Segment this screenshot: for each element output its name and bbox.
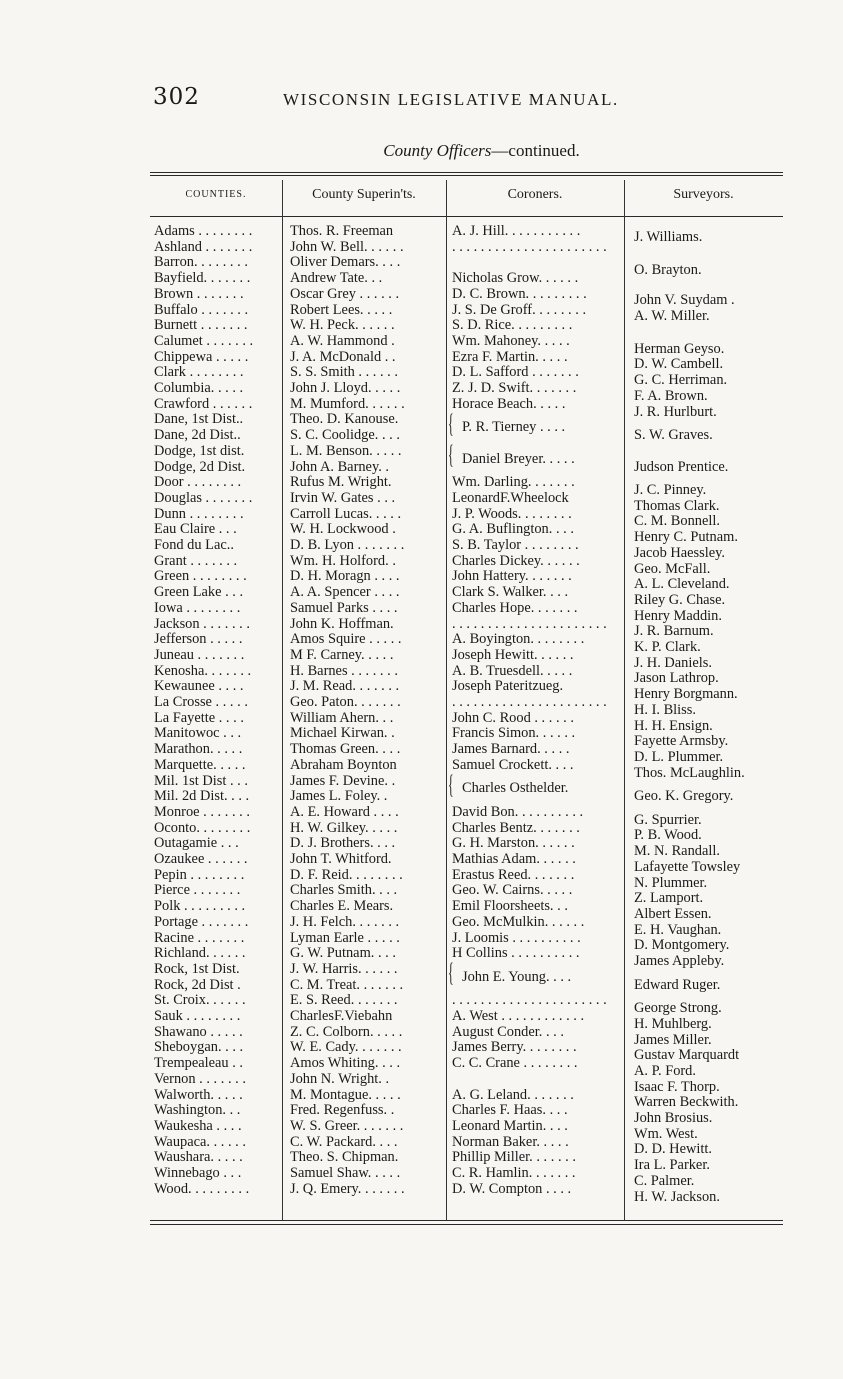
surveyor-name: J. R. Hurlburt. bbox=[634, 404, 717, 420]
superintendent-name: D. B. Lyon . . . . . . . bbox=[290, 538, 405, 553]
top-rule-2 bbox=[150, 175, 783, 176]
header-counties: COUNTIES. bbox=[185, 189, 247, 200]
subtitle-italic: County Officers bbox=[383, 141, 492, 160]
surveyor-name: Wm. West. bbox=[634, 1126, 698, 1142]
surveyor-name: Henry C. Putnam. bbox=[634, 530, 738, 546]
surveyor-name: Thomas Clark. bbox=[634, 498, 720, 514]
county-name: Jackson . . . . . . . bbox=[154, 616, 250, 632]
superintendent-name: J. M. Read. . . . . . . bbox=[290, 679, 400, 695]
superintendent-name: M. Mumford. . . . . . bbox=[290, 396, 405, 412]
superintendent-name: A. W. Hammond . bbox=[290, 333, 395, 349]
superintendent-name: S. C. Coolidge. . . . bbox=[290, 428, 400, 444]
surveyor-name: D. W. Cambell. bbox=[634, 357, 724, 373]
surveyor-name: C. Palmer. bbox=[634, 1173, 695, 1189]
superintendent-name: Thomas Green. . . . bbox=[290, 742, 401, 758]
superintendent-name: Lyman Earle . . . . . bbox=[290, 930, 400, 946]
superintendent-name: James F. Devine. . bbox=[290, 773, 396, 789]
header-coroners: Coroners. bbox=[507, 187, 563, 202]
county-name: Waukesha . . . . bbox=[154, 1118, 242, 1134]
coroner-name: . . . . . . . . . . . . . . . . . . . . . . bbox=[452, 695, 607, 710]
superintendent-name: Oscar Grey . . . . . . bbox=[290, 286, 400, 302]
county-name: Vernon . . . . . . . bbox=[154, 1071, 246, 1087]
superintendent-name: L. M. Benson. . . . . bbox=[290, 443, 402, 459]
superintendent-name: Andrew Tate. . . bbox=[290, 271, 383, 287]
superintendent-name: H. Barnes . . . . . . . bbox=[290, 663, 398, 679]
superintendent-name: G. W. Putnam. . . . bbox=[290, 946, 396, 962]
coroner-name: Leonard Martin. . . . bbox=[452, 1118, 568, 1134]
coroner-name: Charles Hope. . . . . . . bbox=[452, 600, 578, 616]
coroner-name: A. B. Truesdell. . . . . bbox=[452, 663, 573, 679]
surveyor-name: E. H. Vaughan. bbox=[634, 922, 722, 938]
county-name: Marathon. . . . . bbox=[154, 742, 243, 758]
county-name: Outagamie . . . bbox=[154, 836, 239, 852]
surveyor-name: Warren Beckwith. bbox=[634, 1095, 739, 1111]
coroner-name: S. D. Rice. . . . . . . . . bbox=[452, 318, 573, 334]
bottom-rule-2 bbox=[150, 1224, 783, 1225]
surveyor-name: K. P. Clark. bbox=[634, 640, 701, 656]
header-rule bbox=[150, 216, 783, 217]
surveyor-name: M. N. Randall. bbox=[634, 844, 720, 860]
superintendent-name: W. H. Lockwood . bbox=[290, 522, 396, 538]
county-name: Grant . . . . . . . bbox=[154, 553, 238, 569]
superintendent-name: H. W. Gilkey. . . . . bbox=[290, 820, 398, 836]
column-divider-3 bbox=[624, 180, 625, 1220]
superintendent-name: John K. Hoffman. bbox=[290, 616, 394, 632]
superintendent-name: Robert Lees. . . . . bbox=[290, 302, 393, 318]
surveyor-name: N. Plummer. bbox=[634, 875, 708, 891]
surveyor-name: Lafayette Towsley bbox=[634, 859, 741, 875]
surveyor-name: Thos. McLaughlin. bbox=[634, 765, 745, 781]
county-name: St. Croix. . . . . . bbox=[154, 993, 246, 1009]
surveyor-name: J. Williams. bbox=[634, 230, 703, 246]
surveyor-name: James Miller. bbox=[634, 1032, 712, 1048]
coroner-name: Charles Osthelder. bbox=[462, 781, 569, 797]
surveyor-name: A. L. Cleveland. bbox=[634, 577, 730, 593]
superintendent-name: John W. Bell. . . . . . bbox=[290, 239, 404, 255]
county-name: Pierce . . . . . . . bbox=[154, 883, 241, 899]
surveyor-name: Henry Maddin. bbox=[634, 608, 722, 624]
grouping-brace: { bbox=[448, 958, 454, 988]
coroner-name: . . . . . . . . . . . . . . . . . . . . . . bbox=[452, 993, 607, 1009]
surveyor-name: Fayette Armsby. bbox=[634, 734, 729, 750]
superintendent-name: Theo. S. Chipman. bbox=[290, 1150, 399, 1166]
surveyor-name: D. D. Hewitt. bbox=[634, 1142, 712, 1158]
coroner-name: A. G. Leland. . . . . . . bbox=[452, 1087, 574, 1103]
coroner-name: James Berry. . . . . . . . bbox=[452, 1040, 577, 1056]
coroner-name: Z. J. D. Swift. . . . . . . bbox=[452, 381, 577, 396]
county-name: Ashland . . . . . . . bbox=[154, 239, 253, 255]
coroner-name: John C. Rood . . . . . . bbox=[452, 710, 574, 726]
county-name: La Fayette . . . . bbox=[154, 710, 244, 726]
surveyor-name: G. Spurrier. bbox=[634, 812, 702, 828]
county-name: Door . . . . . . . . bbox=[154, 475, 242, 491]
coroner-name: David Bon. . . . . . . . . . bbox=[452, 804, 584, 820]
coroner-name: John Hattery. . . . . . . bbox=[452, 569, 572, 585]
county-name: Marquette. . . . . bbox=[154, 757, 246, 773]
superintendent-name: William Ahern. . . bbox=[290, 710, 394, 726]
superintendent-name: J. Q. Emery. . . . . . . bbox=[290, 1181, 405, 1197]
coroner-name: D. L. Safford . . . . . . . bbox=[452, 365, 579, 381]
superintendent-name: A. A. Spencer . . . . bbox=[290, 585, 400, 601]
surveyor-name: J. R. Barnum. bbox=[634, 624, 714, 640]
superintendent-name: John A. Barney. . bbox=[290, 459, 389, 475]
county-name: Shawano . . . . . bbox=[154, 1024, 243, 1040]
surveyor-name: James Appleby. bbox=[634, 954, 725, 970]
surveyor-name: Riley G. Chase. bbox=[634, 592, 726, 608]
surveyor-name: D. Montgomery. bbox=[634, 938, 730, 954]
coroner-name: . . . . . . . . . . . . . . . . . . . . . . bbox=[452, 616, 607, 632]
surveyor-name: A. P. Ford. bbox=[634, 1063, 696, 1079]
surveyor-name: Henry Borgmann. bbox=[634, 687, 738, 703]
county-name: Douglas . . . . . . . bbox=[154, 490, 253, 506]
county-name: Polk . . . . . . . . . bbox=[154, 899, 246, 915]
surveyor-name: Isaac F. Thorp. bbox=[634, 1079, 720, 1095]
county-name: Juneau . . . . . . . bbox=[154, 647, 245, 663]
superintendent-name: Samuel Parks . . . . bbox=[290, 600, 398, 616]
surveyor-name: A. W. Miller. bbox=[634, 308, 710, 324]
grouping-brace: { bbox=[448, 408, 454, 438]
county-name: Jefferson . . . . . bbox=[154, 632, 243, 648]
county-name: Sauk . . . . . . . . bbox=[154, 1009, 241, 1024]
coroner-name: C. C. Crane . . . . . . . . bbox=[452, 1056, 578, 1072]
coroner-name: . . . . . . . . . . . . . . . . . . . . . . bbox=[452, 239, 607, 255]
coroner-name: A. J. Hill. . . . . . . . . . . bbox=[452, 224, 581, 239]
superintendent-name: Fred. Regenfuss. . bbox=[290, 1103, 395, 1119]
coroner-name: Emil Floorsheets. . . bbox=[452, 899, 568, 915]
coroner-name: Wm. Mahoney. . . . . bbox=[452, 333, 570, 349]
coroner-name: August Conder. . . . bbox=[452, 1024, 564, 1040]
coroner-name: John E. Young. . . . bbox=[462, 969, 572, 985]
coroner-name: Joseph Pateritzueg. bbox=[452, 679, 564, 695]
superintendent-name: Abraham Boynton bbox=[290, 757, 397, 773]
superintendent-name: W. E. Cady. . . . . . . bbox=[290, 1040, 402, 1056]
superintendent-name: Geo. Paton. . . . . . . bbox=[290, 695, 401, 710]
coroner-name: D. C. Brown. . . . . . . . . bbox=[452, 286, 587, 302]
county-name: Mil. 1st Dist . . . bbox=[154, 773, 248, 789]
coroner-name: Nicholas Grow. . . . . . bbox=[452, 271, 579, 287]
county-name: Eau Claire . . . bbox=[154, 522, 237, 538]
county-name: Adams . . . . . . . . bbox=[154, 224, 253, 239]
surveyor-name: J. C. Pinney. bbox=[634, 483, 707, 499]
county-name: Washington. . . bbox=[154, 1103, 241, 1119]
superintendent-name: John J. Lloyd. . . . . bbox=[290, 381, 401, 396]
surveyor-name: C. M. Bonnell. bbox=[634, 514, 720, 530]
county-name: Winnebago . . . bbox=[154, 1166, 242, 1181]
superintendent-name: W. S. Greer. . . . . . . bbox=[290, 1118, 404, 1134]
county-name: Calumet . . . . . . . bbox=[154, 333, 254, 349]
county-name: Buffalo . . . . . . . bbox=[154, 302, 249, 318]
superintendent-name: J. H. Felch. . . . . . . bbox=[290, 914, 400, 930]
superintendent-name: John T. Whitford. bbox=[290, 852, 392, 867]
surveyor-name: D. L. Plummer. bbox=[634, 749, 724, 765]
coroner-name: Charles Bentz. . . . . . . bbox=[452, 820, 580, 836]
surveyor-name: Albert Essen. bbox=[634, 906, 712, 922]
superintendent-name: C. M. Treat. . . . . . . bbox=[290, 977, 404, 993]
county-name: Iowa . . . . . . . . bbox=[154, 600, 241, 616]
county-name: Ozaukee . . . . . . bbox=[154, 852, 248, 867]
table-subtitle bbox=[0, 141, 843, 161]
coroner-name: Wm. Darling. . . . . . . bbox=[452, 475, 575, 491]
coroner-name: A. West . . . . . . . . . . . . bbox=[452, 1009, 585, 1024]
coroner-name: Mathias Adam. . . . . . bbox=[452, 852, 576, 867]
county-name: Fond du Lac.. bbox=[154, 538, 234, 553]
county-name: Bayfield. . . . . . . bbox=[154, 271, 251, 287]
superintendent-name: Carroll Lucas. . . . . bbox=[290, 506, 402, 522]
surveyor-name: Gustav Marquardt bbox=[634, 1048, 740, 1064]
surveyor-name: Edward Ruger. bbox=[634, 977, 721, 993]
county-name: Barron. . . . . . . . bbox=[154, 255, 248, 271]
coroner-name: Geo. W. Cairns. . . . . bbox=[452, 883, 573, 899]
county-name: Dane, 2d Dist.. bbox=[154, 428, 241, 444]
surveyor-name: O. Brayton. bbox=[634, 263, 702, 279]
coroner-name: J. S. De Groff. . . . . . . . bbox=[452, 302, 587, 318]
surveyor-name: G. C. Herriman. bbox=[634, 373, 728, 389]
coroner-name: Charles Dickey. . . . . . bbox=[452, 553, 580, 569]
coroner-name: Francis Simon. . . . . . bbox=[452, 726, 576, 742]
superintendent-name: Oliver Demars. . . . bbox=[290, 255, 401, 271]
coroner-name: G. A. Buflington. . . . bbox=[452, 522, 574, 538]
coroner-name: Joseph Hewitt. . . . . . bbox=[452, 647, 574, 663]
superintendent-name: James L. Foley. . bbox=[290, 789, 388, 805]
superintendent-name: Irvin W. Gates . . . bbox=[290, 490, 396, 506]
superintendent-name: C. W. Packard. . . . bbox=[290, 1134, 398, 1150]
county-name: Sheboygan. . . . bbox=[154, 1040, 244, 1056]
surveyor-name: John Brosius. bbox=[634, 1111, 713, 1127]
coroner-name: Geo. McMulkin. . . . . . bbox=[452, 914, 585, 930]
coroner-name: Charles F. Haas. . . . bbox=[452, 1103, 568, 1119]
surveyor-name: Jason Lathrop. bbox=[634, 671, 719, 687]
superintendent-name: D. H. Moragn . . . . bbox=[290, 569, 400, 585]
surveyor-name: H. Muhlberg. bbox=[634, 1016, 712, 1032]
county-name: Rock, 2d Dist . bbox=[154, 977, 241, 993]
surveyor-name: Herman Geyso. bbox=[634, 341, 725, 357]
county-name: Dunn . . . . . . . . bbox=[154, 506, 244, 522]
superintendent-name: W. H. Peck. . . . . . bbox=[290, 318, 395, 334]
surveyor-name: H. W. Jackson. bbox=[634, 1189, 720, 1205]
superintendent-name: S. S. Smith . . . . . . bbox=[290, 365, 398, 381]
county-name: Green . . . . . . . . bbox=[154, 569, 247, 585]
county-officers-table bbox=[150, 172, 783, 1228]
coroner-name: J. P. Woods. . . . . . . . bbox=[452, 506, 572, 522]
bottom-rule bbox=[150, 1220, 783, 1221]
county-name: Pepin . . . . . . . . bbox=[154, 867, 245, 883]
county-name: Racine . . . . . . . bbox=[154, 930, 245, 946]
surveyor-name: S. W. Graves. bbox=[634, 428, 713, 444]
county-name: Oconto. . . . . . . . bbox=[154, 820, 251, 836]
county-name: Brown . . . . . . . bbox=[154, 286, 244, 302]
coroner-name: D. W. Compton . . . . bbox=[452, 1181, 572, 1197]
top-rule bbox=[150, 172, 783, 173]
coroner-name: S. B. Taylor . . . . . . . . bbox=[452, 538, 579, 553]
superintendent-name: A. E. Howard . . . . bbox=[290, 804, 399, 820]
surveyor-name: Geo. K. Gregory. bbox=[634, 789, 734, 805]
coroner-name: Phillip Miller. . . . . . . bbox=[452, 1150, 576, 1166]
county-name: Crawford . . . . . . bbox=[154, 396, 253, 412]
column-divider-1 bbox=[282, 180, 283, 1220]
coroner-name: Daniel Breyer. . . . . bbox=[462, 451, 575, 467]
coroner-name: Erastus Reed. . . . . . . bbox=[452, 867, 575, 883]
superintendent-name: M F. Carney. . . . . bbox=[290, 647, 394, 663]
county-name: Dodge, 2d Dist. bbox=[154, 459, 246, 475]
grouping-brace: { bbox=[448, 769, 454, 799]
county-name: Richland. . . . . . bbox=[154, 946, 246, 962]
superintendent-name: Z. C. Colborn. . . . . bbox=[290, 1024, 403, 1040]
county-name: Wood. . . . . . . . . bbox=[154, 1181, 250, 1197]
coroner-name: G. H. Marston. . . . . . bbox=[452, 836, 575, 852]
county-name: Burnett . . . . . . . bbox=[154, 318, 248, 334]
county-name: Manitowoc . . . bbox=[154, 726, 242, 742]
superintendent-name: E. S. Reed. . . . . . . bbox=[290, 993, 398, 1009]
county-name: Portage . . . . . . . bbox=[154, 914, 249, 930]
coroner-name: Clark S. Walker. . . . bbox=[452, 585, 569, 601]
county-name: Green Lake . . . bbox=[154, 585, 244, 601]
grouping-brace: { bbox=[448, 440, 454, 470]
superintendent-name: CharlesF.Viebahn bbox=[290, 1009, 393, 1024]
county-name: Columbia. . . . . bbox=[154, 381, 244, 396]
superintendent-name: Rufus M. Wright. bbox=[290, 475, 392, 491]
surveyor-name: Geo. McFall. bbox=[634, 561, 711, 577]
superintendent-name: Charles E. Mears. bbox=[290, 899, 394, 915]
county-name: Kenosha. . . . . . . bbox=[154, 663, 252, 679]
coroner-name: J. Loomis . . . . . . . . . . bbox=[452, 930, 581, 946]
coroner-name: A. Boyington. . . . . . . . bbox=[452, 632, 585, 648]
county-name: Walworth. . . . . bbox=[154, 1087, 243, 1103]
running-head: WISCONSIN LEGISLATIVE MANUAL. bbox=[283, 90, 619, 109]
coroner-name: Norman Baker. . . . . bbox=[452, 1134, 569, 1150]
column-divider-2 bbox=[446, 180, 447, 1220]
header-superintendents: County Superin'ts. bbox=[312, 187, 416, 202]
coroner-name: H Collins . . . . . . . . . . bbox=[452, 946, 580, 962]
superintendent-name: D. J. Brothers. . . . bbox=[290, 836, 396, 852]
county-name: Dane, 1st Dist.. bbox=[154, 412, 244, 428]
coroner-name: Horace Beach. . . . . bbox=[452, 396, 566, 412]
surveyor-name: Z. Lamport. bbox=[634, 891, 704, 907]
surveyor-name: John V. Suydam . bbox=[634, 293, 735, 309]
superintendent-name: Wm. H. Holford. . bbox=[290, 553, 396, 569]
superintendent-name: J. A. McDonald . . bbox=[290, 349, 396, 365]
county-name: Waushara. . . . . bbox=[154, 1150, 243, 1166]
page-number: 302 bbox=[153, 84, 200, 110]
surveyor-name: Ira L. Parker. bbox=[634, 1158, 710, 1174]
county-name: Rock, 1st Dist. bbox=[154, 961, 240, 977]
surveyor-name: Judson Prentice. bbox=[634, 459, 729, 475]
surveyor-name: George Strong. bbox=[634, 1001, 722, 1017]
superintendent-name: John N. Wright. . bbox=[290, 1071, 390, 1087]
superintendent-name: Thos. R. Freeman bbox=[290, 224, 394, 239]
coroner-name: LeonardF.Wheelock bbox=[452, 490, 569, 506]
county-name: Clark . . . . . . . . bbox=[154, 365, 244, 381]
surveyor-name: Jacob Haessley. bbox=[634, 545, 725, 561]
coroner-name: James Barnard. . . . . bbox=[452, 742, 570, 758]
county-name: Dodge, 1st dist. bbox=[154, 443, 245, 459]
coroner-name: Ezra F. Martin. . . . . bbox=[452, 349, 568, 365]
county-name: Kewaunee . . . . bbox=[154, 679, 244, 695]
superintendent-name: J. W. Harris. . . . . . bbox=[290, 961, 398, 977]
superintendent-name: D. F. Reid. . . . . . . . bbox=[290, 867, 403, 883]
surveyor-name: H. I. Bliss. bbox=[634, 702, 696, 718]
coroner-name: Samuel Crockett. . . . bbox=[452, 757, 574, 773]
coroner-name: C. R. Hamlin. . . . . . . bbox=[452, 1166, 576, 1181]
county-name: Waupaca. . . . . . bbox=[154, 1134, 246, 1150]
superintendent-name: Charles Smith. . . . bbox=[290, 883, 398, 899]
county-name: Trempealeau . . bbox=[154, 1056, 243, 1072]
county-name: La Crosse . . . . . bbox=[154, 695, 248, 710]
surveyor-name: F. A. Brown. bbox=[634, 388, 708, 404]
superintendent-name: Amos Squire . . . . . bbox=[290, 632, 402, 648]
county-name: Mil. 2d Dist. . . . bbox=[154, 789, 250, 805]
superintendent-name: Samuel Shaw. . . . . bbox=[290, 1166, 401, 1181]
superintendent-name: Theo. D. Kanouse. bbox=[290, 412, 399, 428]
header-surveyors: Surveyors. bbox=[673, 187, 734, 202]
surveyor-name: J. H. Daniels. bbox=[634, 655, 712, 671]
superintendent-name: Michael Kirwan. . bbox=[290, 726, 395, 742]
subtitle-rest: —continued. bbox=[491, 141, 580, 160]
superintendent-name: M. Montague. . . . . bbox=[290, 1087, 401, 1103]
surveyor-name: P. B. Wood. bbox=[634, 828, 702, 844]
county-name: Chippewa . . . . . bbox=[154, 349, 249, 365]
superintendent-name: Amos Whiting. . . . bbox=[290, 1056, 401, 1072]
county-name: Monroe . . . . . . . bbox=[154, 804, 250, 820]
surveyor-name: H. H. Ensign. bbox=[634, 718, 713, 734]
coroner-name: P. R. Tierney . . . . bbox=[462, 420, 566, 436]
